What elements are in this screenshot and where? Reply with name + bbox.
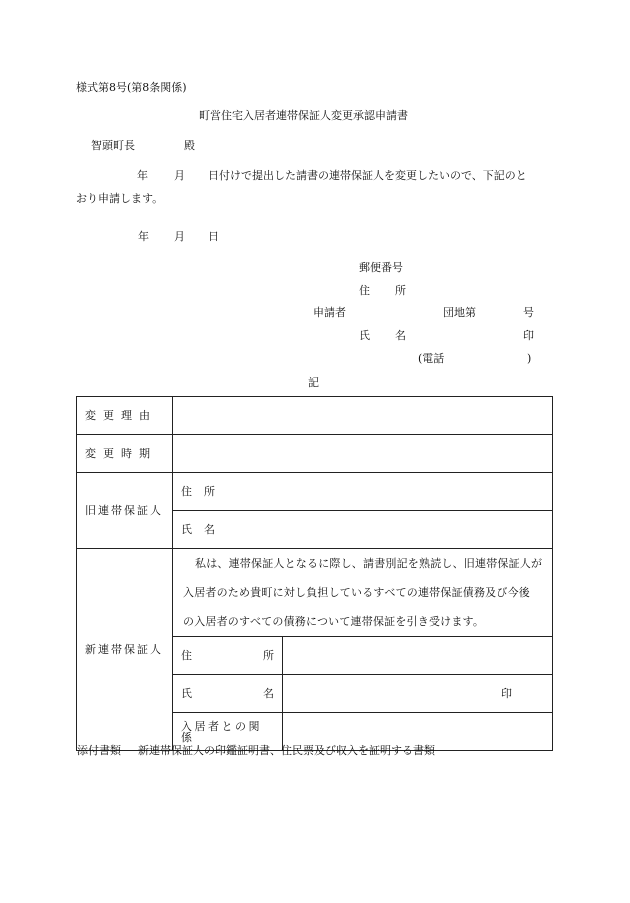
applicant-label: 申請者 bbox=[313, 306, 346, 319]
addressee-honorific: 殿 bbox=[184, 139, 195, 152]
body-month-label: 月 bbox=[174, 169, 185, 182]
body-year-label: 年 bbox=[137, 169, 148, 182]
change-reason-label: 変更理由 bbox=[77, 397, 173, 435]
new-guarantor-seal-label: 印 bbox=[501, 687, 512, 700]
new-guarantor-label: 新連帯保証人 bbox=[77, 549, 173, 751]
old-guarantor-label: 旧連帯保証人 bbox=[77, 473, 173, 549]
oath-line-3: の入居者のすべての債務について連帯保証を引き受けます。 bbox=[183, 615, 485, 628]
new-address-label-2: 所 bbox=[263, 649, 274, 662]
ki-label: 記 bbox=[308, 376, 319, 389]
new-guarantor-address-field[interactable] bbox=[283, 637, 553, 675]
oath-line-2: 入居者のため貴町に対し負担しているすべての連帯保証債務及び今後 bbox=[183, 586, 530, 599]
change-reason-field[interactable] bbox=[173, 397, 553, 435]
change-reason-row bbox=[77, 397, 553, 435]
applicant-seal-label: 印 bbox=[523, 329, 534, 342]
old-name-label-1: 氏 bbox=[181, 523, 192, 536]
applicant-name-label-1: 氏 bbox=[359, 329, 370, 342]
oath-text bbox=[173, 549, 553, 637]
oath-row bbox=[77, 549, 553, 637]
page-title: 町営住宅入居者連帯保証人変更承認申請書 bbox=[199, 109, 408, 122]
new-address-label-cell bbox=[173, 637, 283, 675]
change-time-field[interactable] bbox=[173, 435, 553, 473]
date-year-label: 年 bbox=[138, 230, 149, 243]
change-time-label: 変更時期 bbox=[77, 435, 173, 473]
addressee-name: 智頭町長 bbox=[91, 139, 135, 152]
attachment-label: 添付書類 bbox=[77, 744, 121, 757]
applicant-address-label-1: 住 bbox=[359, 284, 370, 297]
date-day-label: 日 bbox=[208, 230, 219, 243]
attachment-text: 新連帯保証人の印鑑証明書、住民票及び収入を証明する書類 bbox=[138, 744, 435, 757]
old-guarantor-address-field[interactable] bbox=[173, 473, 553, 511]
postal-code-label: 郵便番号 bbox=[359, 261, 403, 274]
oath-line-1: 私は、連帯保証人となるに際し、請書別記を熟読し、旧連帯保証人が bbox=[195, 557, 543, 570]
danchi-label: 団地第 bbox=[443, 306, 476, 319]
old-guarantor-name-field[interactable] bbox=[173, 511, 553, 549]
date-month-label: 月 bbox=[174, 230, 185, 243]
change-time-row bbox=[77, 435, 553, 473]
old-guarantor-address-row bbox=[77, 473, 553, 511]
old-address-label-1: 住 bbox=[181, 485, 192, 498]
old-address-label-2: 所 bbox=[204, 485, 215, 498]
new-name-label-cell bbox=[173, 675, 283, 713]
new-address-label-1: 住 bbox=[181, 649, 192, 662]
new-name-label-2: 名 bbox=[263, 687, 274, 700]
new-name-label-1: 氏 bbox=[181, 687, 192, 700]
applicant-address-label-2: 所 bbox=[395, 284, 406, 297]
go-label: 号 bbox=[523, 306, 534, 319]
phone-open-label: (電話 bbox=[418, 352, 445, 365]
guarantor-change-table bbox=[76, 396, 553, 751]
applicant-name-label-2: 名 bbox=[395, 329, 406, 342]
old-name-label-2: 名 bbox=[204, 523, 215, 536]
relationship-label: 入居者との関係 bbox=[173, 713, 283, 751]
body-line2-text: おり申請します。 bbox=[76, 192, 164, 205]
body-line1-text: 日付けで提出した請書の連帯保証人を変更したいので、下記のと bbox=[208, 169, 527, 182]
phone-close-label: ) bbox=[527, 352, 532, 365]
new-guarantor-name-field[interactable] bbox=[283, 675, 553, 713]
form-number: 様式第8号(第8条関係) bbox=[76, 81, 187, 94]
